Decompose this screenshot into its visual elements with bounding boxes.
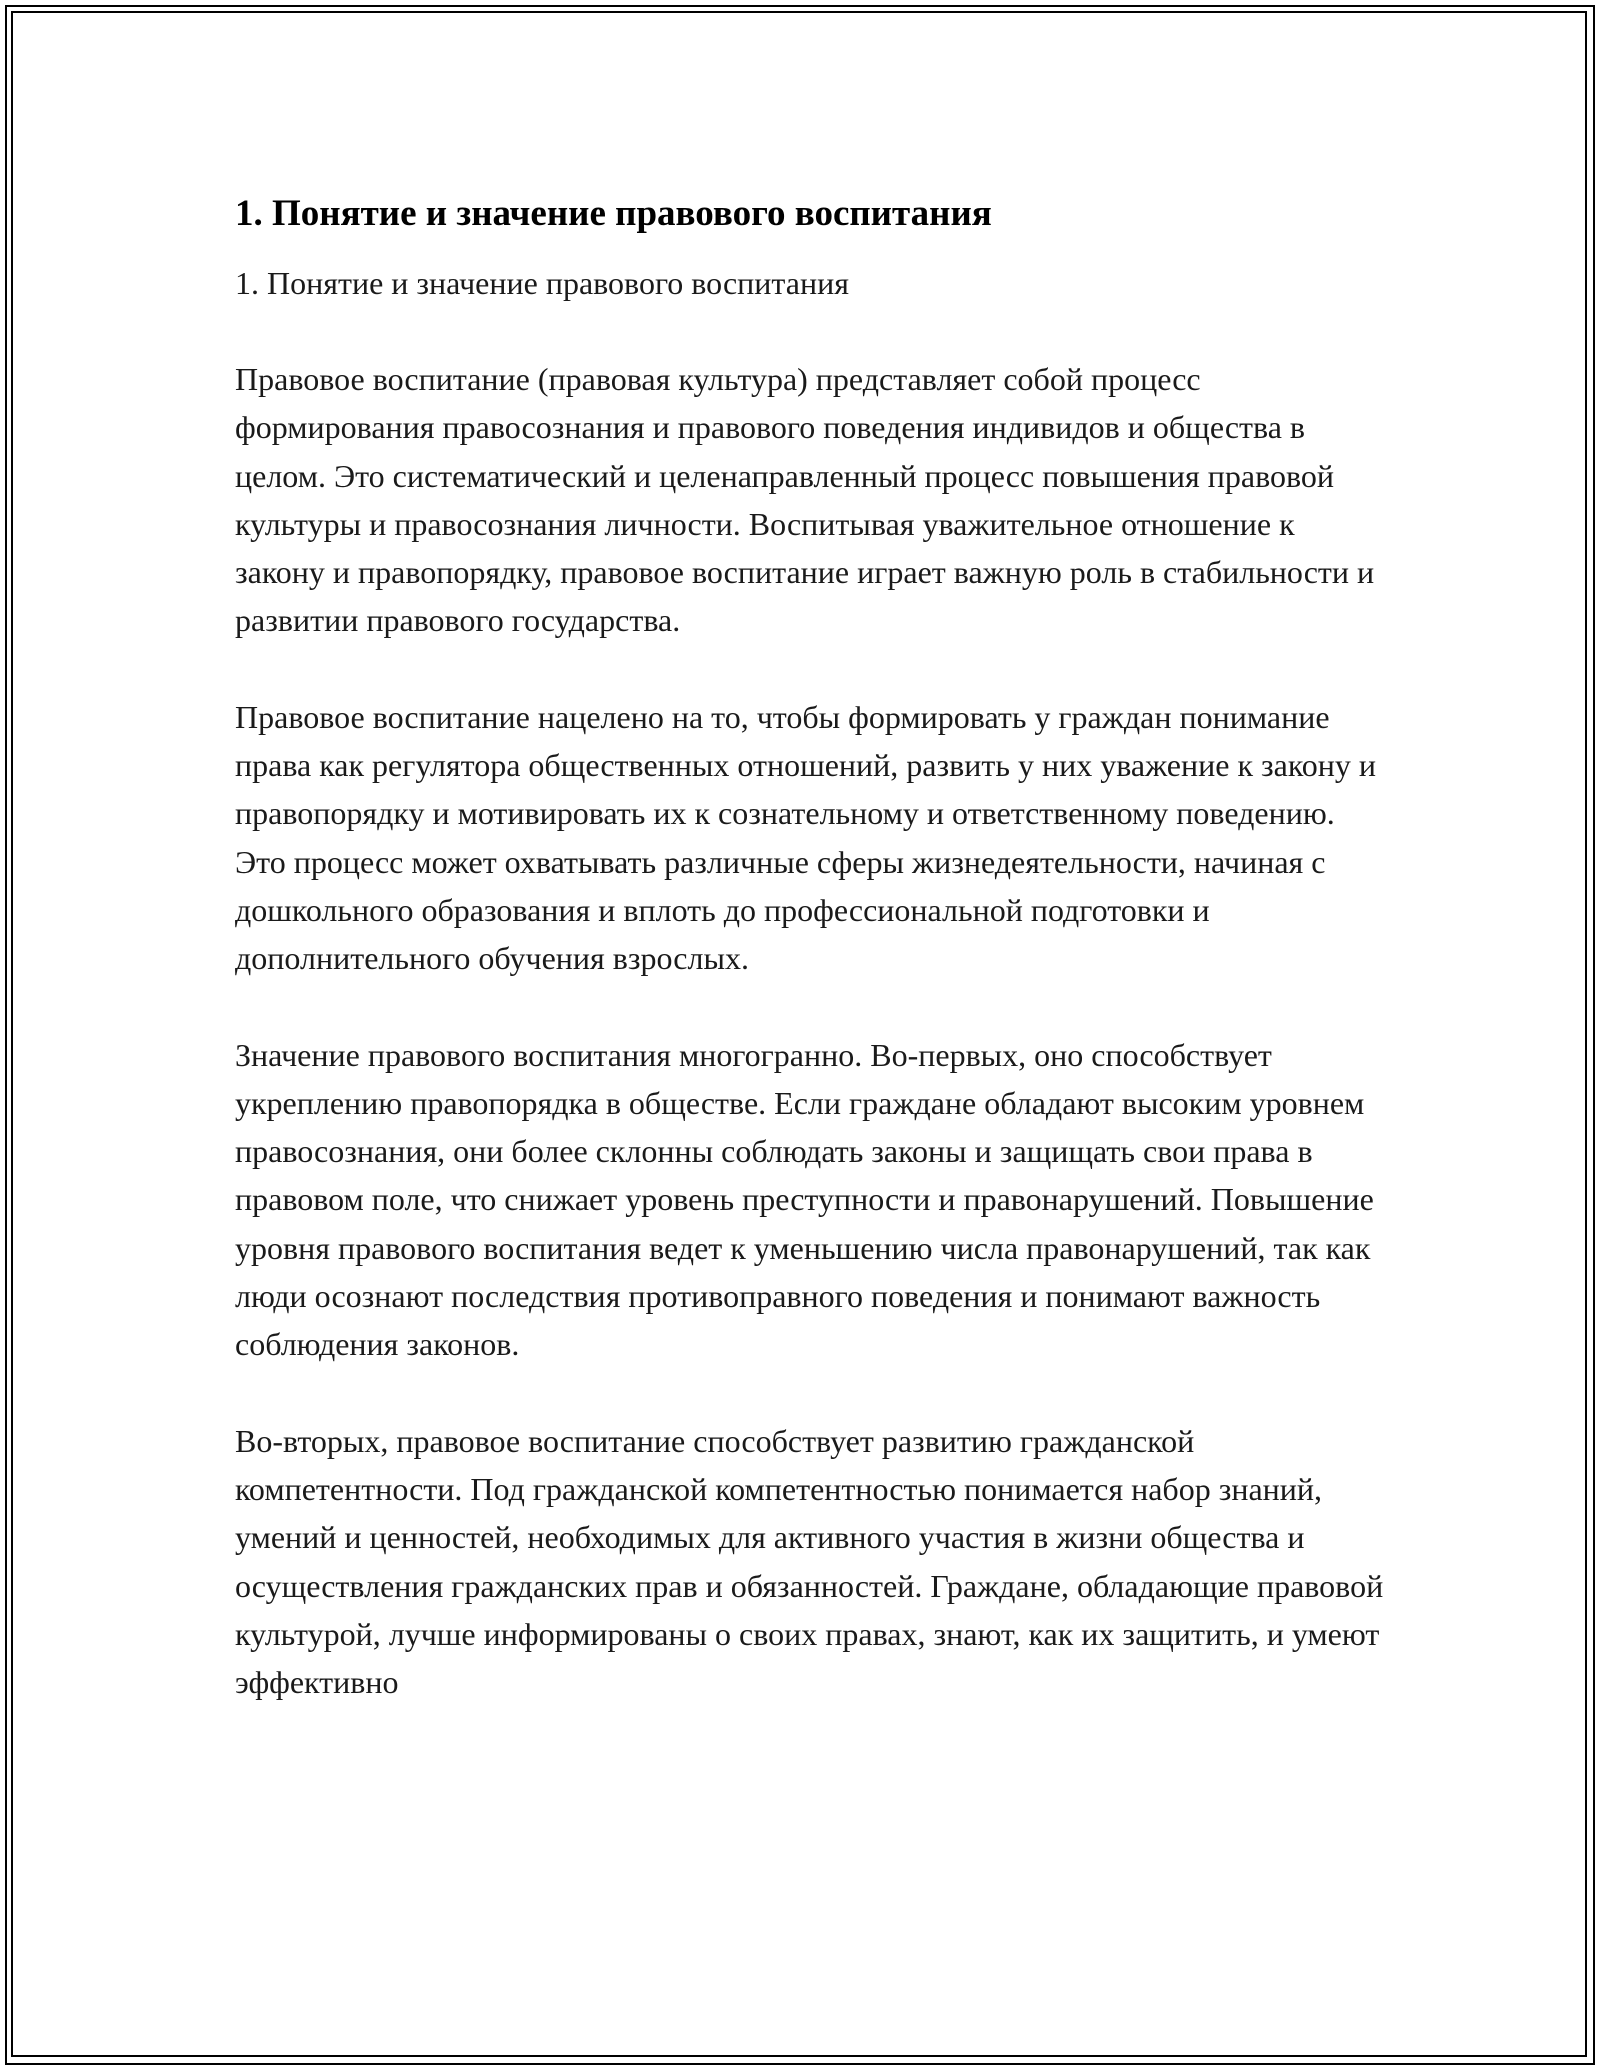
section-heading: 1. Понятие и значение правового воспитания bbox=[235, 193, 992, 234]
paragraph-3: Значение правового воспитания многогранно. Во-первых, оно способствует укреплению правопорядка в обществе. Если граждане обладают высоким уровнем правосознания, они более склонны соблюдать законы и защищать свои права в правовом поле, что снижает уровень преступности и правонарушений. Повышение уровня правового воспитания ведет к уменьшению числа правонарушений, так как люди осознают последствия противоправного поведения и понимают важность соблюдения законов. bbox=[235, 1036, 1374, 1363]
paragraph-4: Во-вторых, правовое воспитание способствует развитию гражданской компетентности. Под гражданской компетентностью понимается набор знаний, умений и ценностей, необходимых для активного участия в жизни общества и осуществления гражданских прав и обязанностей. Граждане, обладающие правовой культурой, лучше информированы о своих правах, знают, как их защитить, и умеют эффективно bbox=[235, 1422, 1384, 1701]
paragraph-1: Правовое воспитание (правовая культура) представляет собой процесс формирования правосознания и правового поведения индивидов и общества в целом. Это систематический и целенаправленный процесс повышения правовой культуры и правосознания личности. Воспитывая уважительное отношение к закону и правопорядку, правовое воспитание играет важную роль в стабильности и развитии правового государства. bbox=[235, 361, 1375, 639]
paragraph-2: Правовое воспитание нацелено на то, чтобы формировать у граждан понимание права как регулятора общественных отношений, развить у них уважение к закону и правопорядку и мотивировать их к сознательному и ответственному поведению. Это процесс может охватывать различные сферы жизнедеятельности, начиная с дошкольного образования и вплоть до профессиональной подготовки и дополнительного обучения взрослых. bbox=[235, 698, 1376, 977]
section-subheading: 1. Понятие и значение правового воспитания bbox=[235, 265, 849, 301]
document-body bbox=[235, 188, 1385, 1706]
